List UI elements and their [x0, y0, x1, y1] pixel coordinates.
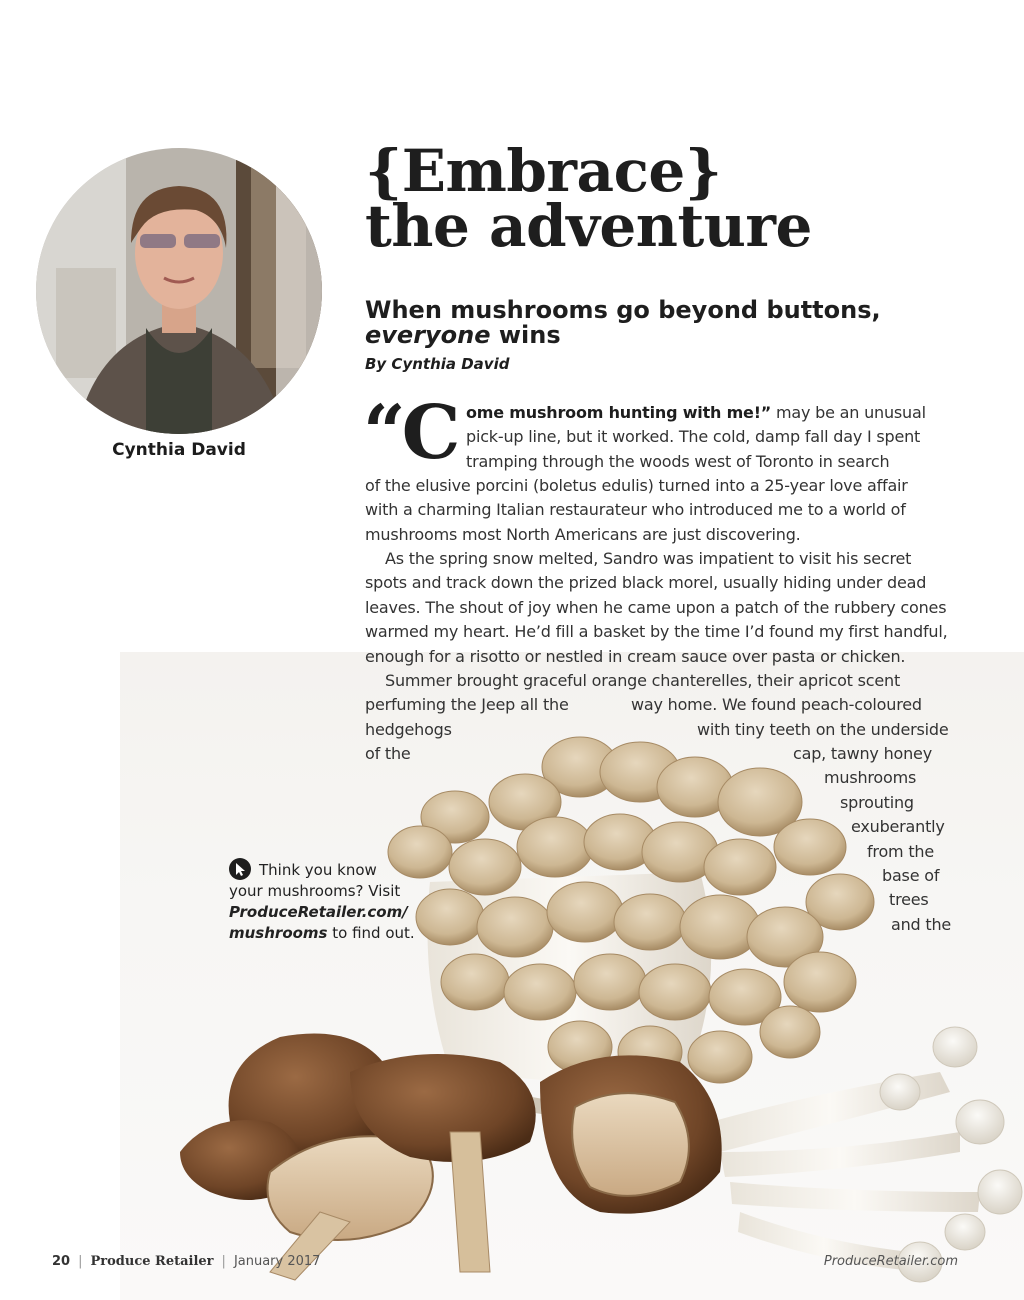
footer-separator: | — [221, 1254, 226, 1269]
callout-text-3: to find out. — [327, 924, 415, 942]
body-line: of the elusive porcini (boletus edulis) turned into a 25-year love affair — [365, 476, 908, 495]
subhead-emphasis: everyone — [365, 321, 491, 349]
body-line: tramping through the woods west of Toronto in search — [466, 452, 890, 471]
body-line: Summer brought graceful orange chanterelles, their apricot scent — [385, 671, 901, 690]
body-line: As the spring snow melted, Sandro was impatient to visit his secret — [385, 549, 912, 568]
body-line: and the — [891, 915, 952, 934]
body-line: perfuming the Jeep all the — [365, 695, 569, 714]
body-line: from the — [867, 842, 934, 861]
body-line: pick-up line, but it worked. The cold, damp fall day I spent — [466, 427, 921, 446]
cursor-icon — [229, 858, 251, 880]
body-line: warmed my heart. He’d fill a basket by the time I’d found my first handful, — [365, 622, 948, 641]
subhead-line-1: When mushrooms go beyond buttons, — [365, 296, 881, 324]
footer-separator: | — [78, 1254, 83, 1269]
body-line: way home. We found peach-coloured — [631, 695, 922, 714]
body-line: of the — [365, 744, 411, 763]
headline-line-1: {Embrace} — [365, 137, 722, 205]
subhead-line-2-rest: wins — [490, 321, 561, 349]
author-caption: Cynthia David — [112, 440, 246, 460]
callout-link-1[interactable]: ProduceRetailer.com/ — [229, 903, 408, 921]
page-number: 20 — [52, 1254, 71, 1269]
magazine-name: Produce Retailer — [90, 1254, 214, 1269]
callout-line-1 — [229, 858, 439, 881]
shiitake-mushrooms — [180, 1034, 722, 1280]
lead-in: ome mushroom hunting with me!” — [466, 403, 772, 422]
article-subhead — [365, 298, 965, 348]
article-headline — [365, 137, 812, 260]
body-line: exuberantly — [851, 817, 945, 836]
byline: By Cynthia David — [365, 355, 510, 373]
footer-website[interactable]: ProduceRetailer.com — [823, 1254, 958, 1269]
body-line: sprouting — [840, 793, 914, 812]
body-line: with tiny teeth on the underside — [697, 720, 949, 739]
callout-text-2: your mushrooms? Visit — [229, 882, 401, 900]
body-line: enough for a risotto or nestled in cream sauce over pasta or chicken. — [365, 647, 906, 666]
body-line: base of — [882, 866, 940, 885]
headline-line-2: the adventure — [365, 192, 812, 260]
body-line: with a charming Italian restaurateur who introduced me to a world of — [365, 500, 906, 519]
body-line — [466, 401, 926, 425]
subhead-line-2 — [365, 323, 965, 348]
issue-date: January 2017 — [233, 1254, 321, 1269]
body-line: spots and track down the prized black morel, usually hiding under dead — [365, 573, 927, 592]
body-line: trees — [889, 890, 929, 909]
drop-cap: “C — [363, 390, 457, 476]
body-line: leaves. The shout of joy when he came upon a patch of the rubbery cones — [365, 598, 947, 617]
author-portrait — [36, 148, 322, 434]
callout-text-1: Think you know — [259, 861, 377, 879]
web-callout — [229, 858, 439, 944]
page-footer — [52, 1254, 958, 1274]
body-line: hedgehogs — [365, 720, 452, 739]
callout-link-2[interactable]: mushrooms — [229, 924, 328, 942]
body-line: cap, tawny honey — [793, 744, 932, 763]
body-text-span: may be an unusual — [771, 403, 926, 422]
body-line: mushrooms most North Americans are just discovering. — [365, 525, 801, 544]
white-beech-mushrooms — [710, 1027, 1022, 1282]
body-line: mushrooms — [824, 768, 917, 787]
